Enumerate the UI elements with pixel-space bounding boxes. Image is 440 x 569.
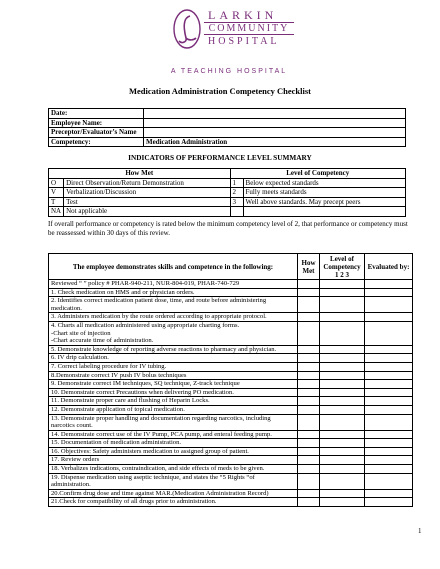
checklist-item: 4. Charts all medication administered using appropriate charting forms. -Chart site of injection -Chart accurate time of administration.	[49, 321, 298, 345]
how-met-cell[interactable]	[298, 439, 320, 448]
evaluated-by-cell[interactable]	[365, 280, 413, 289]
how-met-cell[interactable]	[298, 288, 320, 297]
checklist-item: 17. Review orders	[49, 456, 298, 465]
indicators-heading: INDICATORS OF PERFORMANCE LEVEL SUMMARY	[128, 153, 312, 162]
document-title: Medication Administration Competency Checklist	[128, 86, 312, 96]
page-number: 1	[418, 527, 422, 535]
indicator-how: Verbalization/Discussion	[64, 188, 230, 198]
how-met-cell[interactable]	[298, 371, 320, 380]
checklist-row	[49, 297, 413, 313]
info-row	[49, 118, 406, 128]
indicator-row	[49, 207, 406, 217]
checklist-item: Reviewed “ ” policy # PHAR-940-211, NUR-804-019, PHAR-740-729	[49, 280, 298, 289]
checklist-item: 10. Demonstrate correct Precautions when delivering PO medication.	[49, 388, 298, 397]
indicator-code: T	[49, 197, 64, 207]
how-met-cell[interactable]	[298, 297, 320, 313]
evaluated-by-cell[interactable]	[365, 380, 413, 389]
evaluated-by-cell[interactable]	[365, 297, 413, 313]
level-cell[interactable]	[320, 473, 365, 489]
checklist-item: 20.Confirm drug dose and time against MAR.(Medication Administration Record)	[49, 489, 298, 498]
evaluated-by-cell[interactable]	[365, 354, 413, 363]
checklist-row	[49, 397, 413, 406]
checklist-item: 6. IV drip calculation.	[49, 354, 298, 363]
evaluated-by-cell[interactable]	[365, 388, 413, 397]
indicator-row	[49, 178, 406, 188]
indicator-code: V	[49, 188, 64, 198]
evaluated-by-cell[interactable]	[365, 473, 413, 489]
how-met-cell[interactable]	[298, 380, 320, 389]
level-cell[interactable]	[320, 288, 365, 297]
how-met-cell[interactable]	[298, 362, 320, 371]
indicator-row	[49, 188, 406, 198]
how-met-cell[interactable]	[298, 321, 320, 345]
level-cell[interactable]	[320, 354, 365, 363]
indicator-row	[49, 197, 406, 207]
evaluated-by-cell[interactable]	[365, 313, 413, 322]
evaluated-by-cell[interactable]	[365, 397, 413, 406]
checklist-item: 15. Documentation of medication administration.	[49, 439, 298, 448]
hospital-logo	[144, 6, 314, 78]
info-label: Competency:	[49, 137, 144, 147]
level-cell[interactable]	[320, 456, 365, 465]
level-cell[interactable]	[320, 498, 365, 507]
evaluated-by-cell[interactable]	[365, 465, 413, 474]
logo-line-community: COMMUNITY	[204, 22, 294, 35]
checklist-row	[49, 313, 413, 322]
how-met-cell[interactable]	[298, 456, 320, 465]
indicator-num: 3	[230, 197, 243, 207]
indicator-how: Not applicable	[64, 207, 230, 217]
checklist-item: 16. Objectives: Safety administers medication to assigned group of patient.	[49, 447, 298, 456]
how-met-cell[interactable]	[298, 473, 320, 489]
evaluated-by-cell[interactable]	[365, 362, 413, 371]
checklist-row	[49, 456, 413, 465]
checklist-col-how-met: How Met	[298, 254, 320, 280]
level-cell[interactable]	[320, 371, 365, 380]
level-cell[interactable]	[320, 297, 365, 313]
level-cell[interactable]	[320, 430, 365, 439]
checklist-row	[49, 371, 413, 380]
indicator-level: Below expected standards	[243, 178, 405, 188]
how-met-cell[interactable]	[298, 345, 320, 354]
checklist-col-level-nums: 1 2 3	[335, 270, 349, 279]
how-met-cell[interactable]	[298, 280, 320, 289]
how-met-cell[interactable]	[298, 405, 320, 414]
info-label: Date:	[49, 109, 144, 119]
checklist-row	[49, 288, 413, 297]
checklist-row	[49, 388, 413, 397]
evaluated-by-cell[interactable]	[365, 430, 413, 439]
evaluated-by-cell[interactable]	[365, 498, 413, 507]
checklist-item: 8.Demonstrate correct IV push IV bolus techniques	[49, 371, 298, 380]
how-met-cell[interactable]	[298, 354, 320, 363]
checklist-item: 3. Administers medication by the route ordered according to appropriate protocol.	[49, 313, 298, 322]
level-cell[interactable]	[320, 345, 365, 354]
indicators-table	[48, 168, 406, 217]
checklist-row	[49, 430, 413, 439]
level-cell[interactable]	[320, 362, 365, 371]
info-value[interactable]	[144, 118, 406, 128]
checklist-row	[49, 489, 413, 498]
checklist-item: 11. Demonstrate proper care and flushing of Heparin Locks.	[49, 397, 298, 406]
how-met-cell[interactable]	[298, 498, 320, 507]
checklist-item: 9. Demonstrate correct IM techniques, SQ technique, Z-track technique	[49, 380, 298, 389]
how-met-cell[interactable]	[298, 430, 320, 439]
evaluated-by-cell[interactable]	[365, 405, 413, 414]
info-value[interactable]	[144, 128, 406, 138]
evaluated-by-cell[interactable]	[365, 345, 413, 354]
checklist-row	[49, 447, 413, 456]
checklist-row	[49, 498, 413, 507]
how-met-cell[interactable]	[298, 489, 320, 498]
info-value[interactable]: Medication Administration	[144, 137, 406, 147]
checklist-row	[49, 321, 413, 345]
logo-tagline: A TEACHING HOSPITAL	[170, 68, 288, 75]
checklist-row	[49, 362, 413, 371]
checklist-row	[49, 439, 413, 448]
evaluated-by-cell[interactable]	[365, 414, 413, 430]
indicator-level	[243, 207, 405, 217]
checklist-col-evaluated-by: Evaluated by:	[365, 254, 413, 280]
checklist-item: 13. Demonstrate proper handling and documentation regarding narcotics, including narcotics count.	[49, 414, 298, 430]
how-met-cell[interactable]	[298, 313, 320, 322]
checklist-row	[49, 280, 413, 289]
evaluated-by-cell[interactable]	[365, 371, 413, 380]
indicator-num: 1	[230, 178, 243, 188]
evaluated-by-cell[interactable]	[365, 439, 413, 448]
indicator-how: Direct Observation/Return Demonstration	[64, 178, 230, 188]
level-cell[interactable]	[320, 321, 365, 345]
checklist-item: 21.Check for compatibility of all drugs prior to administration.	[49, 498, 298, 507]
how-met-cell[interactable]	[298, 388, 320, 397]
checklist-col-level-label: Level of Competency	[323, 254, 361, 271]
logo-line-hospital: HOSPITAL	[208, 36, 280, 47]
info-row	[49, 137, 406, 147]
indicator-level: Well above standards. May precept peers	[243, 197, 405, 207]
checklist-item: 18. Verbalizes indications, contraindication, and side effects of meds to be given.	[49, 465, 298, 474]
level-cell[interactable]	[320, 439, 365, 448]
checklist-item: 1. Check medication on HMS and or physician orders.	[49, 288, 298, 297]
checklist-intro: The employee demonstrates skills and competence in the following:	[49, 254, 298, 280]
how-met-cell[interactable]	[298, 397, 320, 406]
level-cell[interactable]	[320, 465, 365, 474]
checklist-col-level	[320, 254, 365, 280]
indicator-level: Fully meets standards	[243, 188, 405, 198]
level-cell[interactable]	[320, 414, 365, 430]
checklist-row	[49, 414, 413, 430]
indicator-code: O	[49, 178, 64, 188]
info-value[interactable]	[144, 109, 406, 119]
checklist-row	[49, 380, 413, 389]
checklist-row	[49, 405, 413, 414]
checklist-row	[49, 345, 413, 354]
checklist-row	[49, 465, 413, 474]
checklist-item: 2. Identifies correct medication patient dose, time, and route before administering medication.	[49, 297, 298, 313]
indicator-code: NA	[49, 207, 64, 217]
level-cell[interactable]	[320, 388, 365, 397]
checklist-item: 12. Demonstrate application of topical medication.	[49, 405, 298, 414]
checklist-item: 5. Demonstrate knowledge of reporting adverse reactions to pharmacy and physician.	[49, 345, 298, 354]
evaluated-by-cell[interactable]	[365, 489, 413, 498]
logo-line-larkin: LARKIN	[208, 8, 278, 22]
competency-checklist-table	[48, 253, 413, 507]
evaluated-by-cell[interactable]	[365, 447, 413, 456]
indicator-num: 2	[230, 188, 243, 198]
info-label: Preceptor/Evaluator’s Name	[49, 128, 144, 138]
evaluated-by-cell[interactable]	[365, 288, 413, 297]
evaluated-by-cell[interactable]	[365, 321, 413, 345]
indicator-how: Test	[64, 197, 230, 207]
level-cell[interactable]	[320, 313, 365, 322]
level-cell[interactable]	[320, 280, 365, 289]
checklist-item: 19. Dispense medication using aseptic technique, and states the “5 Rights “of administration.	[49, 473, 298, 489]
indicators-col-how-met: How Met	[49, 169, 231, 179]
how-met-cell[interactable]	[298, 414, 320, 430]
info-row	[49, 128, 406, 138]
info-label: Employee Name:	[49, 118, 144, 128]
how-met-cell[interactable]	[298, 465, 320, 474]
level-cell[interactable]	[320, 397, 365, 406]
level-cell[interactable]	[320, 380, 365, 389]
level-cell[interactable]	[320, 489, 365, 498]
level-cell[interactable]	[320, 447, 365, 456]
level-cell[interactable]	[320, 405, 365, 414]
checklist-item: 14. Demonstrate correct use of the IV Pump, PCA pump, and enteral feeding pump.	[49, 430, 298, 439]
checklist-row	[49, 473, 413, 489]
indicator-num	[230, 207, 243, 217]
hospital-logo-mark-icon	[172, 8, 202, 50]
employee-info-table	[48, 108, 406, 147]
reassessment-note: If overall performance or competency is rated below the minimum competency level of 2, that performance or competency must be reassessed within 30 days of this review.	[48, 220, 408, 237]
indicators-col-level: Level of Competency	[230, 169, 405, 179]
how-met-cell[interactable]	[298, 447, 320, 456]
checklist-item: 7. Correct labeling procedure for IV tubing.	[49, 362, 298, 371]
info-row	[49, 109, 406, 119]
evaluated-by-cell[interactable]	[365, 456, 413, 465]
checklist-row	[49, 354, 413, 363]
